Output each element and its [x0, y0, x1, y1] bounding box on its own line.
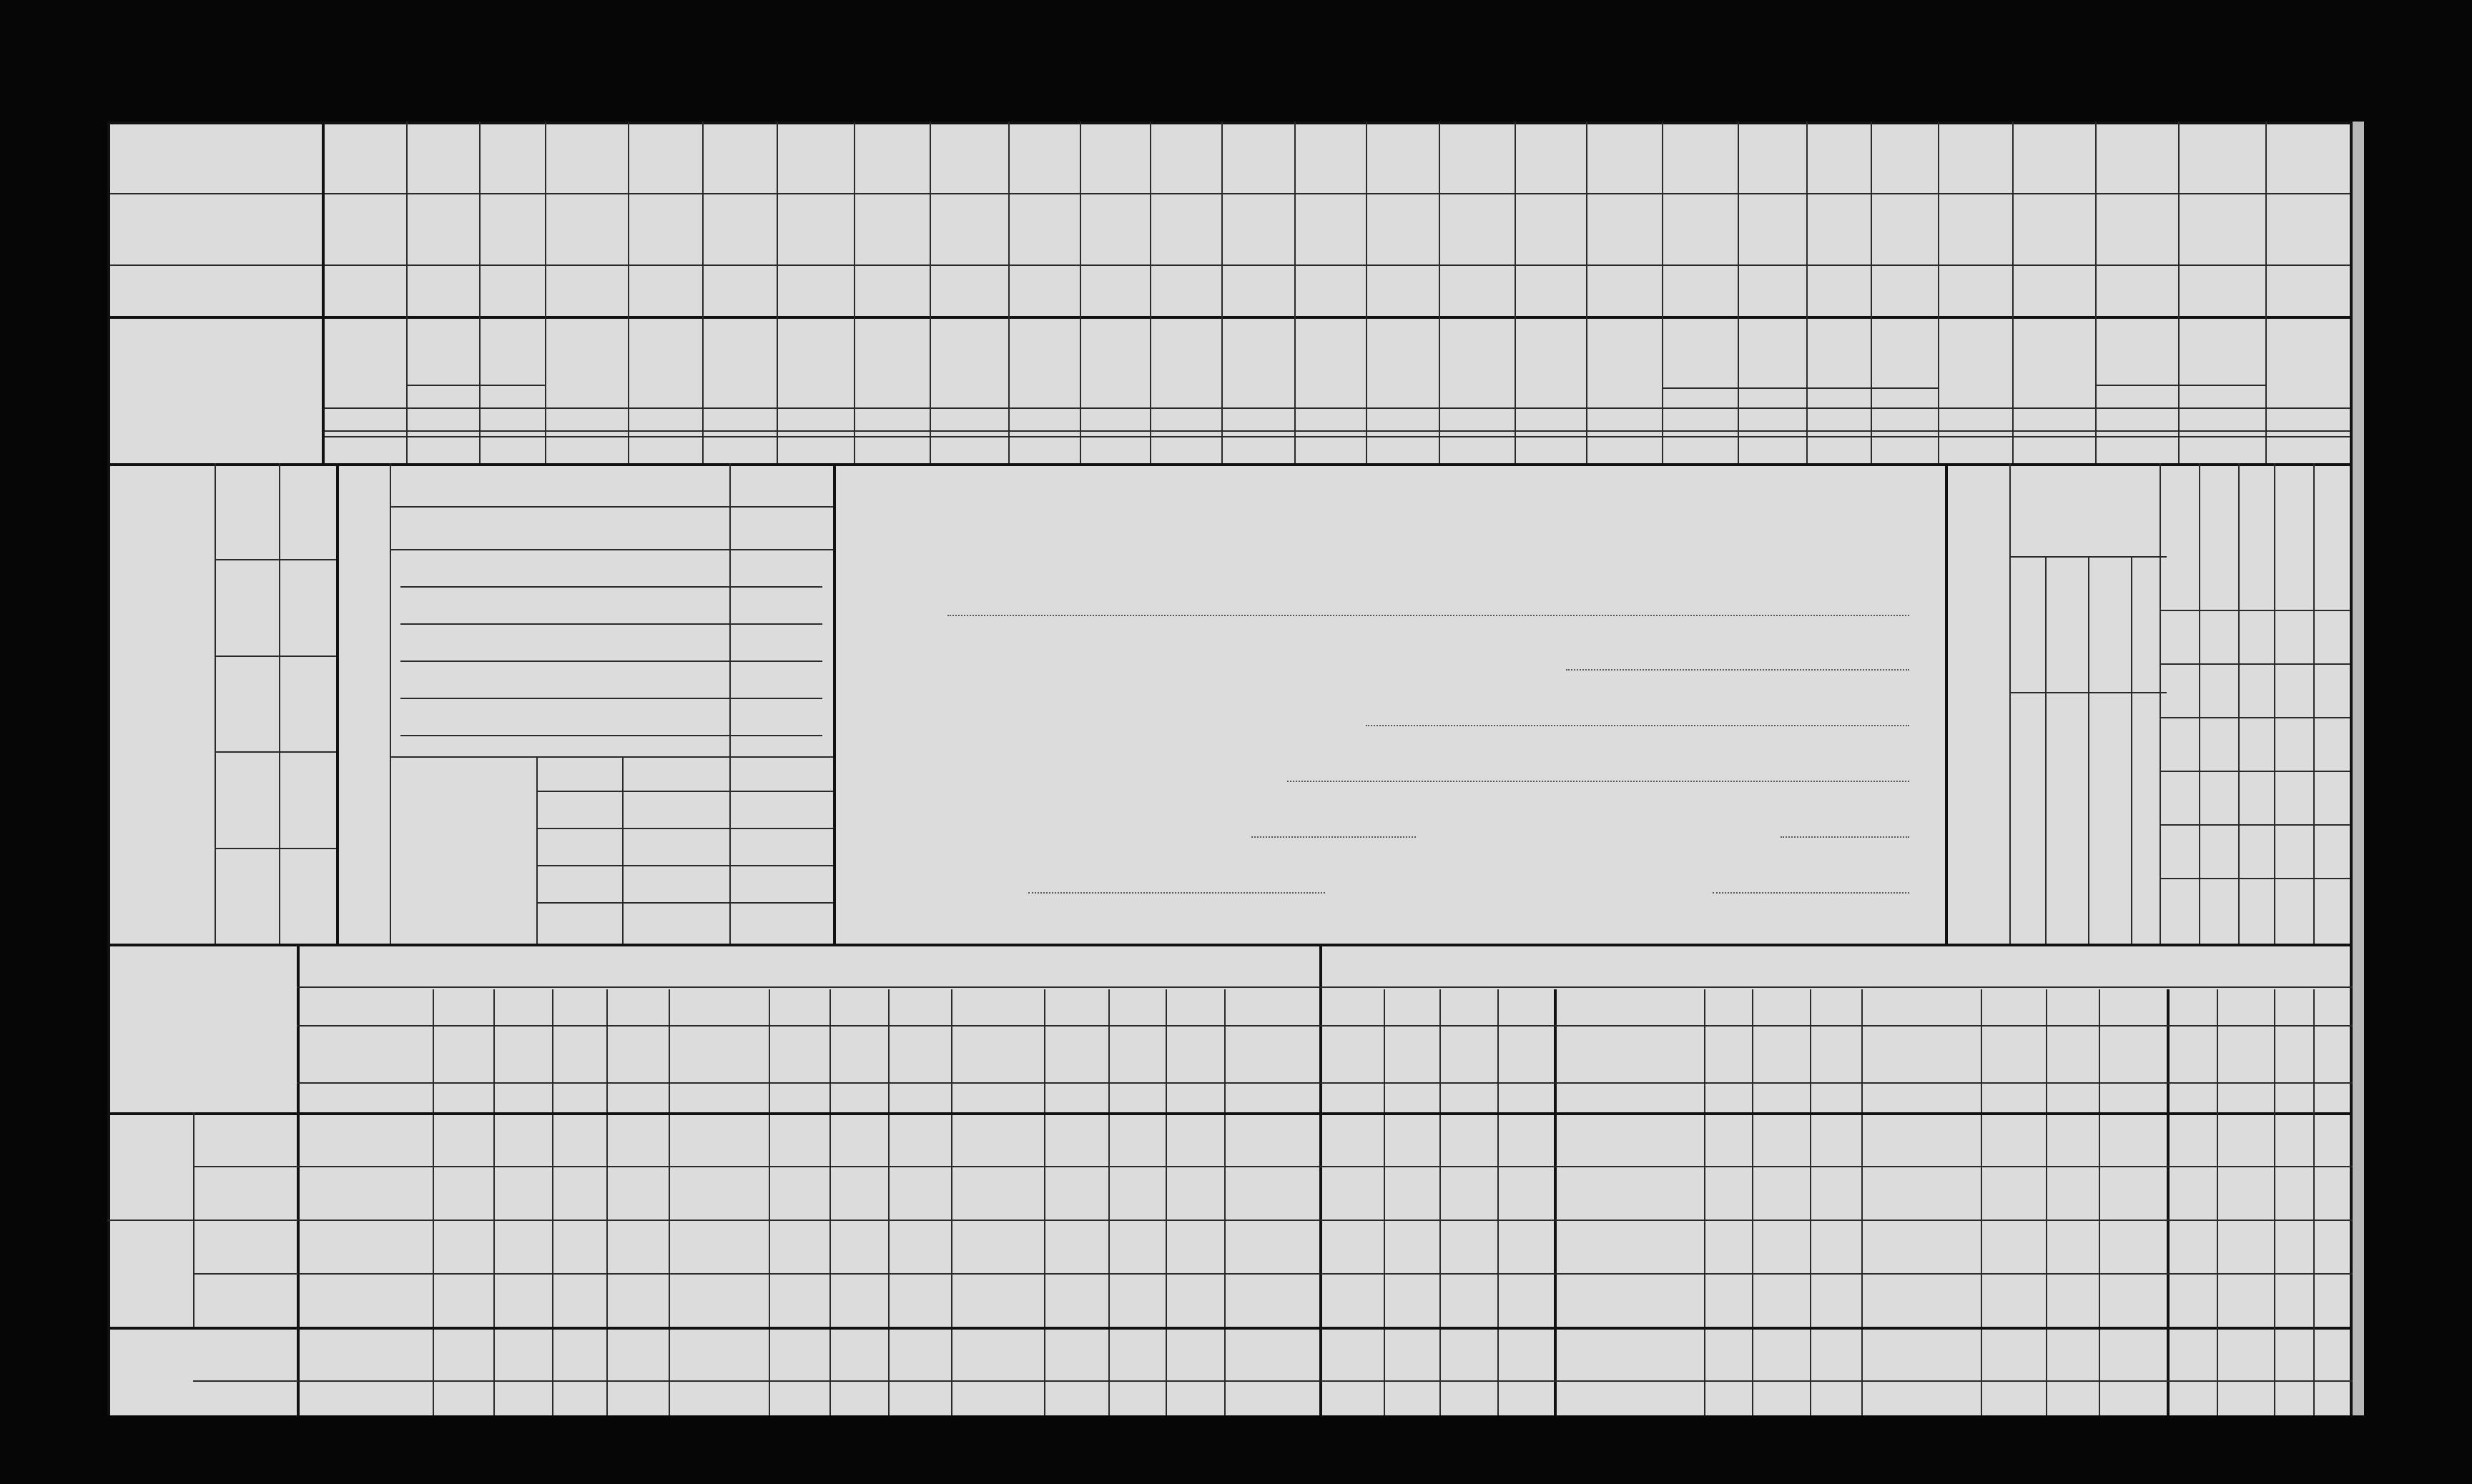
col-num-93	[1515, 439, 1586, 460]
crop-header-90	[1296, 322, 1364, 407]
right-col-bottom-2	[2240, 836, 2272, 936]
lease-num-104	[297, 1087, 433, 1108]
trade-name-header	[393, 522, 726, 543]
rule-line	[107, 122, 2353, 124]
rule-line	[2160, 610, 2350, 611]
crop-header-102	[2180, 322, 2264, 386]
rule-line	[2160, 717, 2350, 718]
lease-num-120	[1439, 1087, 1497, 1108]
lease-num-117	[1224, 1087, 1319, 1108]
lease-header-17	[1499, 1028, 1552, 1081]
crop-header-100	[2014, 322, 2094, 407]
lease-header-4	[608, 1028, 667, 1081]
col-num-95	[1662, 439, 1738, 460]
crop-header-80	[546, 322, 626, 407]
trade-qty-header	[731, 513, 831, 549]
lease-num-126	[1861, 1087, 1981, 1108]
rule-line	[2274, 989, 2275, 1415]
lease-num-128	[2046, 1087, 2099, 1108]
lease-row-2	[196, 1225, 295, 1268]
population-title	[1949, 492, 2006, 915]
crop-header-96	[1739, 322, 1805, 386]
crop-header-86	[1010, 322, 1078, 407]
handwritten-vsego-par	[479, 150, 586, 193]
rule-line	[107, 193, 2353, 194]
men-label	[2011, 706, 2045, 849]
rule-line	[215, 559, 336, 560]
lease-total-row	[122, 1334, 293, 1377]
lease-num-107	[552, 1087, 606, 1108]
rule-line	[322, 436, 2353, 437]
lease-num-110	[769, 1087, 829, 1108]
hired-label-130	[282, 469, 333, 553]
rule-line	[400, 735, 822, 736]
group-perennial-grass	[1662, 390, 1938, 409]
orchard-desyatin-header	[538, 763, 620, 785]
rule-line	[536, 828, 833, 829]
col-num-84	[854, 439, 930, 460]
lease-header-12	[1167, 1028, 1223, 1081]
rule-line	[400, 623, 822, 625]
handwritten-vsego-bakhchi	[1373, 150, 1480, 193]
lease-row-1	[196, 1172, 295, 1215]
lease-header-25	[2100, 1028, 2165, 1081]
rule-line	[107, 463, 2353, 466]
col-num-79	[479, 439, 545, 460]
lease-num-108	[606, 1087, 669, 1108]
men-all	[2088, 821, 2131, 885]
hired-label-131	[282, 565, 333, 649]
answer-line	[1028, 892, 1325, 894]
answer-line	[1251, 836, 1416, 838]
lease-num-112	[888, 1087, 951, 1108]
rule-line	[951, 989, 952, 1415]
lease-num-122	[1554, 1087, 1704, 1108]
rule-line	[297, 986, 2353, 988]
lease-num-106	[493, 1087, 552, 1108]
col-num-87	[1080, 439, 1150, 460]
row-group-allotment	[109, 1119, 192, 1212]
hired-num-134	[215, 855, 279, 936]
rule-line	[390, 506, 833, 508]
lease-header-21	[1811, 1028, 1860, 1081]
lease-num-109	[669, 1087, 769, 1108]
col-num-85	[930, 439, 1008, 460]
row-group-nonallotment	[109, 1227, 192, 1320]
col-num-80	[545, 439, 628, 460]
hired-title	[343, 478, 386, 929]
col-num-100	[2012, 439, 2095, 460]
lease-num-111	[829, 1087, 888, 1108]
lease-num-125	[1810, 1087, 1861, 1108]
right-col-top-4	[2315, 470, 2348, 563]
crop-header-97	[1808, 322, 1869, 386]
lease-num-105	[433, 1087, 493, 1108]
handwritten-vsego-yachmen	[708, 150, 815, 193]
orchard-label	[393, 842, 529, 864]
col-num-101	[2095, 439, 2178, 460]
col-num-103	[2265, 439, 2350, 460]
right-col-bottom-1	[2200, 836, 2237, 936]
lease-header-9	[954, 1047, 1041, 1068]
rule-line	[1662, 387, 1938, 389]
rule-line	[536, 791, 833, 792]
crop-header-84	[855, 322, 928, 407]
census-card	[107, 122, 2364, 1415]
rule-line	[2095, 122, 2097, 463]
rule-line	[297, 1082, 2353, 1084]
hired-num-130	[215, 470, 279, 552]
lease-num-127	[1981, 1087, 2046, 1108]
col-num-89	[1221, 439, 1294, 460]
rule-line	[2350, 122, 2353, 1415]
lease-header-3	[553, 1028, 605, 1081]
answer-line	[1566, 669, 1909, 671]
answer-line	[1781, 836, 1909, 838]
right-col-bottom-0	[2161, 836, 2197, 936]
hired-num-131	[215, 566, 279, 648]
col-num-98	[1871, 439, 1938, 460]
lease-num-115	[1108, 1087, 1166, 1108]
lease-header-19	[1705, 1028, 1750, 1081]
answer-line	[947, 615, 1909, 616]
rule-line	[390, 756, 833, 758]
pop-num-135	[2132, 821, 2161, 885]
lease-num-129	[2099, 1087, 2167, 1108]
crop-header-82	[704, 322, 775, 407]
col-num-81	[628, 439, 702, 460]
women-all	[2088, 628, 2131, 692]
arenda-header	[322, 954, 1409, 982]
crop-header-81	[629, 322, 701, 407]
right-col-bottom-3	[2275, 836, 2312, 936]
lease-num-118	[1319, 1087, 1384, 1108]
rule-line	[2095, 385, 2265, 386]
answer-line	[1713, 892, 1909, 894]
rule-line	[400, 586, 822, 588]
right-col-top-3	[2275, 470, 2312, 563]
pop-num-137	[2132, 628, 2161, 692]
lease-header-22	[1864, 1047, 1978, 1068]
group-fallow	[2095, 387, 2265, 406]
crop-header-89	[1223, 322, 1293, 407]
rule-line	[107, 122, 110, 1415]
lease-num-113	[951, 1087, 1044, 1108]
answer-line	[1287, 781, 1909, 782]
crop-header-91	[1367, 322, 1437, 407]
rule-line	[193, 1380, 2353, 1382]
lease-row-0	[196, 1118, 295, 1161]
lease-header-0	[300, 1047, 430, 1068]
col-num-92	[1439, 439, 1515, 460]
orchard-has-label	[393, 799, 529, 821]
handwritten-svoikh-pashni	[2267, 272, 2374, 315]
rule-line	[279, 463, 280, 944]
crop-header-78	[409, 325, 476, 382]
total-souls	[2088, 478, 2131, 556]
handwritten-svoikh-par	[479, 272, 586, 315]
arenda-pokos	[769, 991, 1105, 1019]
pop-num-138	[2132, 563, 2161, 628]
rule-line	[2160, 878, 2350, 879]
right-col-bottom-4	[2315, 836, 2348, 936]
col-num-94	[1586, 439, 1662, 460]
crop-header-94	[1587, 322, 1660, 407]
crop-header-95	[1663, 322, 1736, 386]
crop-header-85	[931, 322, 1007, 407]
lease-num-114	[1044, 1087, 1108, 1108]
crop-header-103	[2267, 322, 2348, 407]
right-col-top-0	[2161, 470, 2197, 563]
col-num-99	[1938, 439, 2012, 460]
rule-line	[2009, 692, 2167, 693]
rule-line	[833, 463, 836, 944]
col-num-96	[1738, 439, 1806, 460]
answer-line	[1366, 725, 1909, 726]
trade-title	[393, 468, 829, 508]
lease-num-119	[1384, 1087, 1439, 1108]
rule-line	[2160, 771, 2350, 772]
lease-header-16	[1441, 1028, 1496, 1081]
handwritten-vsego-pashni	[2267, 150, 2374, 193]
lease-row-3	[196, 1279, 295, 1322]
lease-header-10	[1045, 1028, 1107, 1081]
rule-line	[193, 1112, 194, 1327]
rule-line	[215, 848, 336, 849]
col-num-88	[1150, 439, 1221, 460]
rule-line	[193, 1273, 2353, 1275]
lease-header-15	[1385, 1028, 1438, 1081]
crop-header-79	[482, 325, 542, 382]
hired-label-132	[282, 661, 333, 746]
lease-header-11	[1110, 1028, 1164, 1081]
col-num-86	[1008, 439, 1080, 460]
crop-header-99	[1939, 322, 2011, 407]
crop-header-101	[2097, 322, 2177, 386]
col-num-91	[1366, 439, 1439, 460]
rule-line	[297, 1025, 2353, 1027]
rule-line	[400, 698, 822, 699]
rule-line	[2160, 663, 2350, 665]
lease-num-124	[1752, 1087, 1810, 1108]
lease-num-121	[1497, 1087, 1554, 1108]
rule-line	[107, 1112, 2353, 1115]
lease-header-8	[890, 1028, 950, 1081]
handwritten-svoikh-bakhchi	[1373, 272, 1480, 315]
hired-num-132	[215, 663, 279, 744]
rule-line	[1945, 463, 1948, 944]
rule-line	[2088, 556, 2089, 944]
crop-header-93	[1516, 322, 1585, 407]
rule-line	[2160, 824, 2350, 826]
women-incl	[2047, 563, 2087, 685]
crop-header-88	[1151, 322, 1220, 407]
sdacha-header	[1337, 954, 2438, 982]
lease-header-6	[770, 1028, 828, 1081]
col-num-83	[777, 439, 854, 460]
rule-line	[390, 463, 391, 944]
handwritten-vsego-posev	[1974, 150, 2081, 193]
pop-num-139	[2132, 485, 2161, 549]
rule-line	[2009, 463, 2011, 944]
rule-line	[215, 656, 336, 657]
rule-line	[107, 316, 2353, 319]
lease-header-5	[671, 1047, 766, 1068]
rule-line	[2009, 556, 2167, 558]
sdacha-pokos	[1810, 991, 2124, 1019]
hired-num-133	[215, 758, 279, 840]
rule-line	[107, 264, 2353, 266]
hired-label-133	[282, 757, 333, 841]
col-num-90	[1294, 439, 1366, 460]
lease-num-123	[1704, 1087, 1752, 1108]
lease-header-13	[1227, 1047, 1316, 1068]
rule-line	[406, 385, 545, 386]
handwritten-svoikh-posev	[1974, 272, 2081, 315]
rule-line	[2178, 122, 2180, 463]
rule-line	[669, 989, 670, 1415]
right-col-top-2	[2240, 470, 2272, 563]
lease-header-23	[1982, 1028, 2044, 1081]
rule-line	[2217, 989, 2218, 1415]
lease-header-24	[2047, 1028, 2097, 1081]
rule-line	[107, 1220, 2353, 1221]
col-num-82	[702, 439, 777, 460]
men-incl	[2047, 706, 2087, 828]
rule-line	[107, 1327, 2353, 1330]
rule-line	[107, 944, 2353, 946]
rule-line	[193, 1166, 2353, 1167]
rule-line	[1861, 989, 1863, 1415]
crop-header-87	[1081, 322, 1148, 407]
col-num-78	[406, 439, 479, 460]
lease-num-116	[1166, 1087, 1224, 1108]
rule-line	[390, 549, 833, 550]
crop-header-98	[1872, 322, 1936, 386]
lease-header-1	[434, 1028, 492, 1081]
rule-line	[536, 902, 833, 904]
rule-line	[322, 122, 325, 463]
rule-line	[336, 463, 339, 944]
arenda-pashni	[297, 991, 669, 1019]
rule-line	[2167, 989, 2170, 1415]
crop-header-83	[778, 322, 852, 407]
crop-header-92	[1440, 322, 1513, 407]
group-winter-wheat	[406, 387, 545, 406]
rule-line	[536, 865, 833, 866]
right-col-top-1	[2200, 470, 2237, 563]
pop-num-136	[2132, 728, 2161, 792]
orchard-korney-header	[624, 763, 727, 785]
crops-banner	[393, 409, 2095, 433]
rule-line	[215, 751, 336, 753]
col-num-77	[325, 439, 406, 460]
handwritten-svoikh-yachmen	[708, 272, 815, 315]
col-num-97	[1806, 439, 1871, 460]
sdacha-pashni	[1319, 991, 1741, 1019]
lease-header-14	[1321, 1028, 1382, 1081]
vineyard-label	[393, 879, 529, 901]
rule-line	[400, 661, 822, 662]
col-num-102	[2178, 439, 2265, 460]
lease-header-20	[1753, 1028, 1808, 1081]
rule-line	[1224, 989, 1226, 1415]
lease-header-7	[831, 1028, 887, 1081]
rule-line	[2313, 989, 2315, 1415]
crop-header-77	[327, 322, 405, 407]
women-label	[2011, 563, 2045, 685]
lease-header-2	[495, 1028, 551, 1081]
lease-header-18	[1557, 1047, 1701, 1068]
